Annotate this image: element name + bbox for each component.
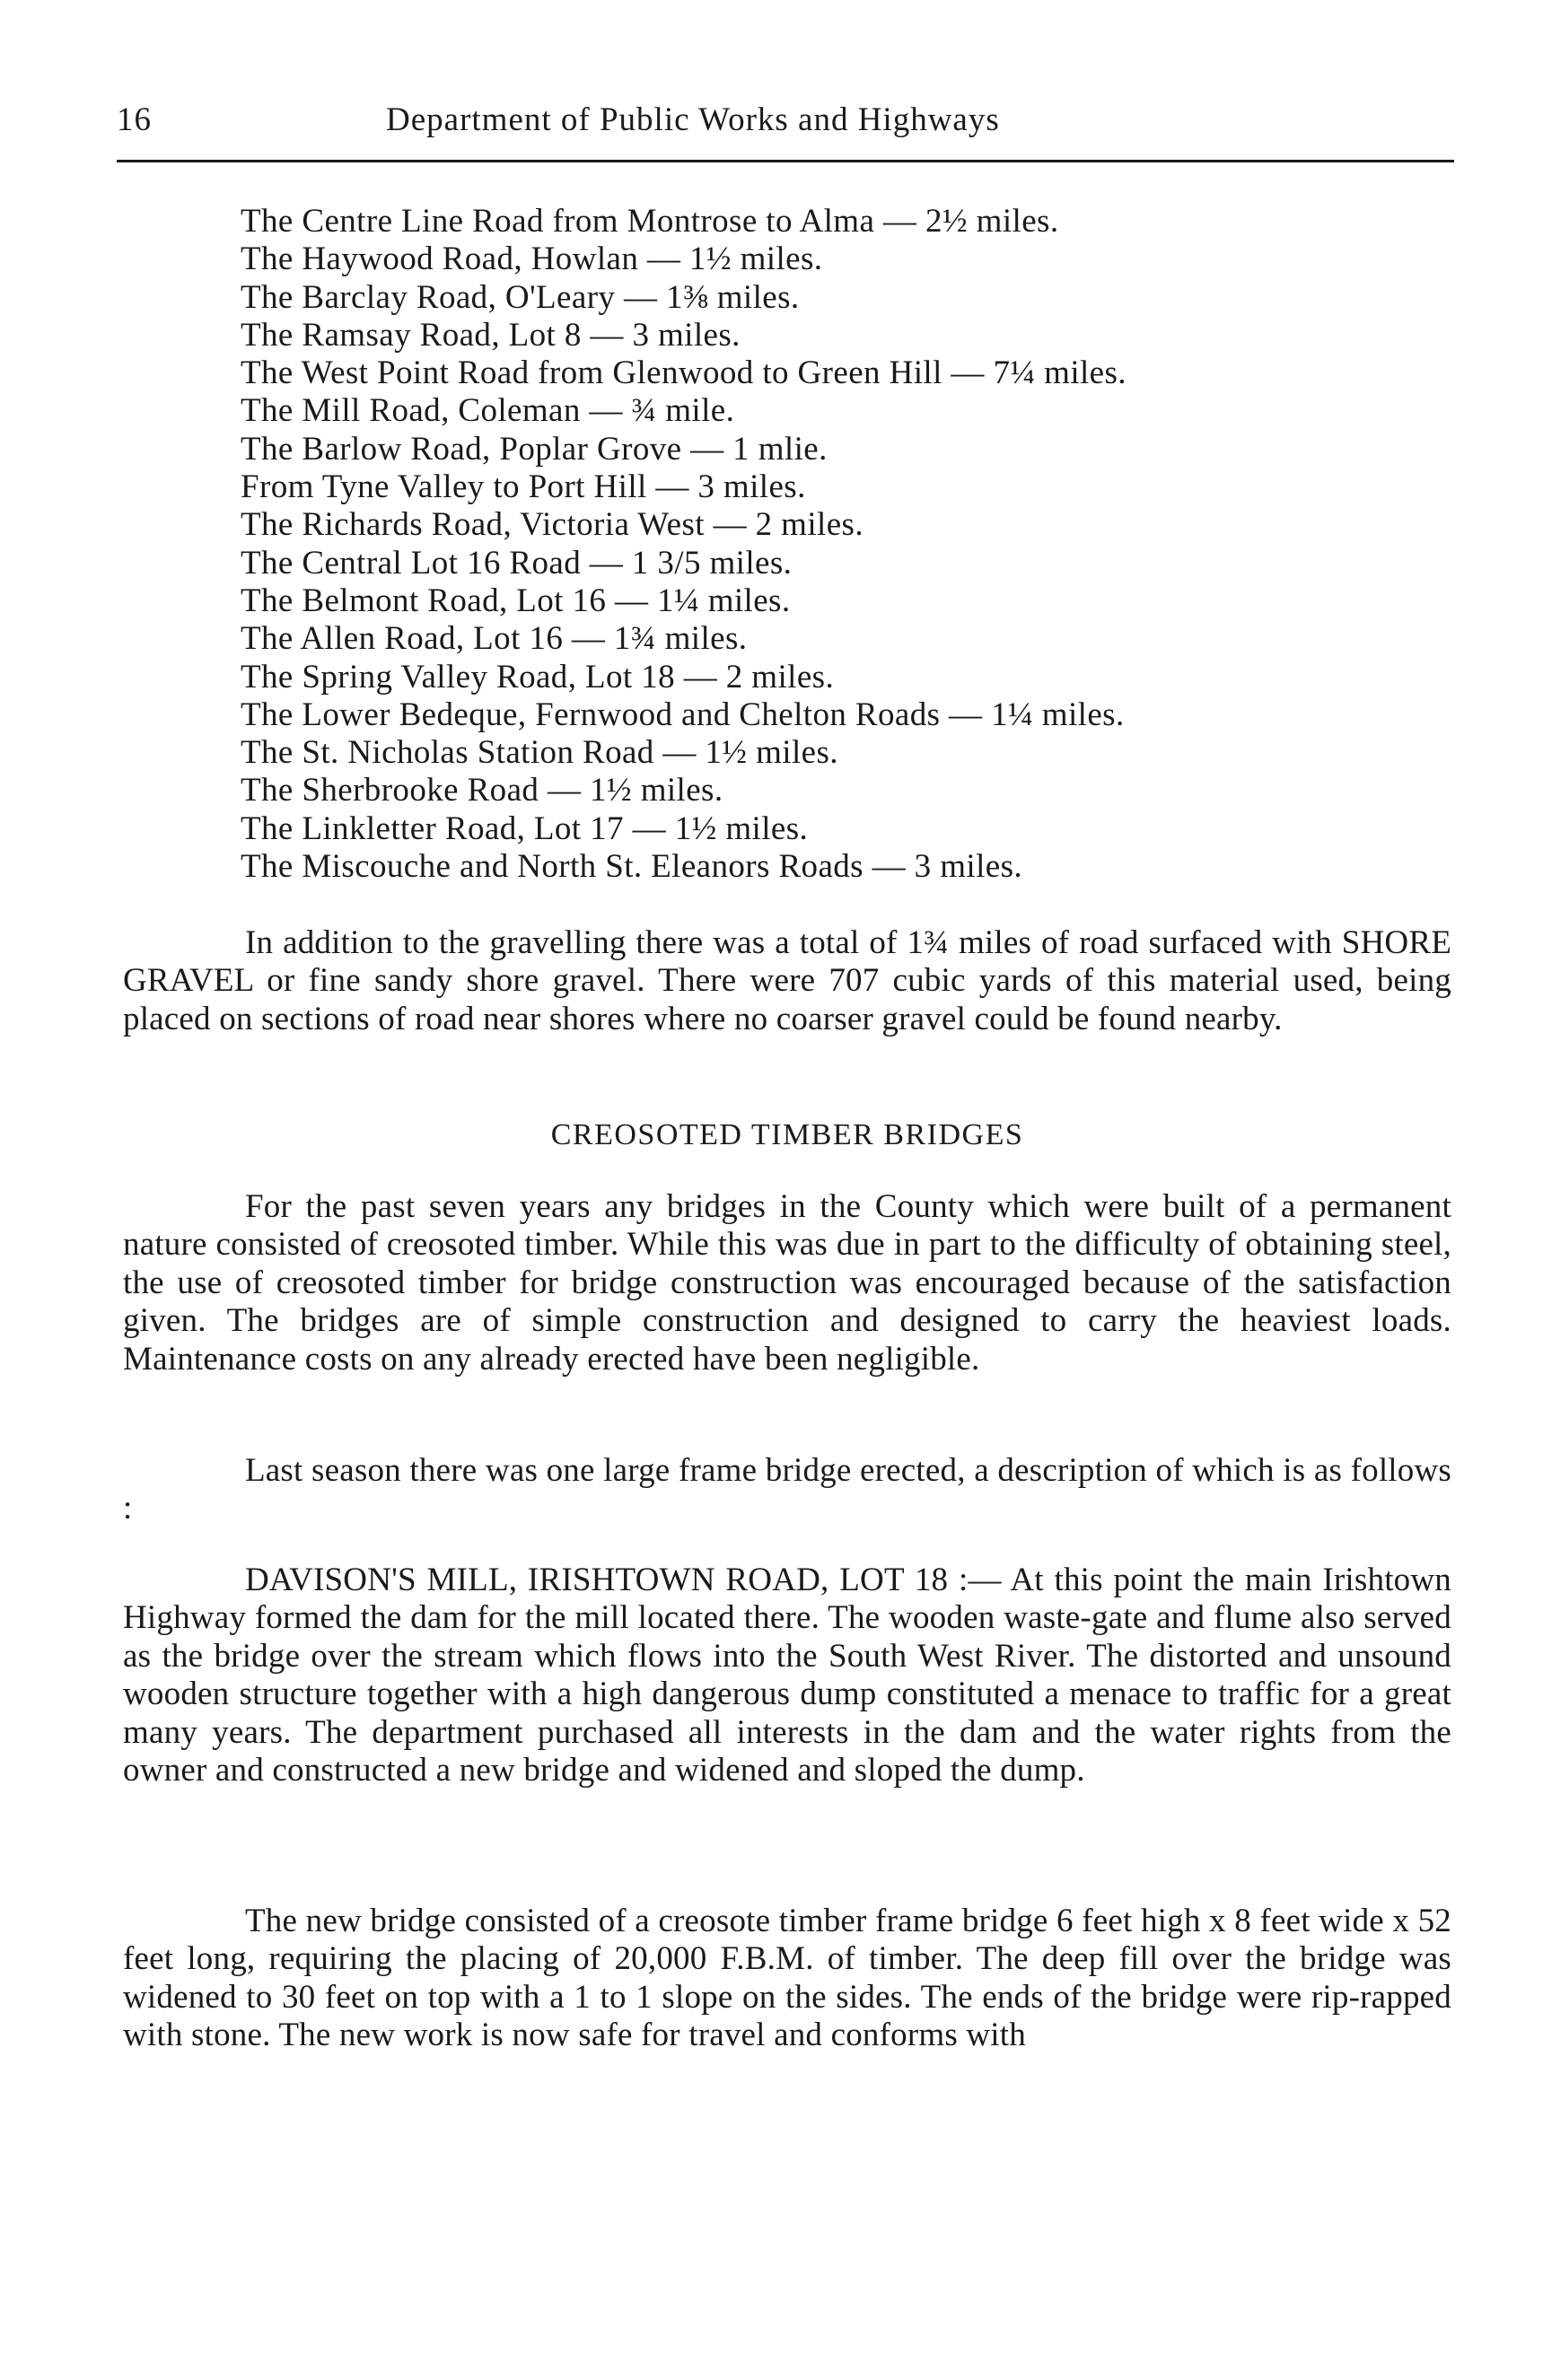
road-list-item: The Centre Line Road from Montrose to Alma — 2½ miles. bbox=[241, 203, 1059, 240]
road-list-item: The Sherbrooke Road — 1½ miles. bbox=[241, 772, 723, 809]
page-number: 16 bbox=[117, 101, 152, 138]
road-list-item: The St. Nicholas Station Road — 1½ miles. bbox=[241, 734, 838, 772]
road-list-item: The Haywood Road, Howlan — 1½ miles. bbox=[241, 241, 823, 278]
header-rule bbox=[117, 160, 1454, 162]
road-list-item: The Mill Road, Coleman — ¾ mile. bbox=[241, 392, 735, 430]
page-header bbox=[117, 101, 1454, 154]
road-list-item: From Tyne Valley to Port Hill — 3 miles. bbox=[241, 468, 806, 506]
davisons-mill-paragraph: DAVISON'S MILL, IRISHTOWN ROAD, LOT 18 :— At this point the main Irishtown Highway formed the dam for the mill located there. The wooden waste-gate and flume also served as the bridge over the stream which flows into the South West River. The distorted and unsound wooden structure together with a high dangerous dump constituted a menace to traffic for a great many years. The department purchased all interests in the dam and the water rights from the owner and constructed a new bridge and widened and sloped the dump. bbox=[123, 1562, 1451, 1789]
last-season-paragraph: Last season there was one large frame bridge erected, a description of which is as follows : bbox=[123, 1452, 1451, 1527]
road-list-item: The Allen Road, Lot 16 — 1¾ miles. bbox=[241, 620, 748, 658]
new-bridge-paragraph: The new bridge consisted of a creosote timber frame bridge 6 feet high x 8 feet wide x 52 feet long, requiring the placing of 20,000 F.B.M. of timber. The deep fill over the bridge was widened to 30 feet on top with a 1 to 1 slope on the sides. The ends of the bridge were rip-rapped with stone. The new work is now safe for travel and conforms with bbox=[123, 1903, 1451, 2054]
road-list-item: The Lower Bedeque, Fernwood and Chelton Roads — 1¼ miles. bbox=[241, 696, 1125, 733]
section-heading: CREOSOTED TIMBER BRIDGES bbox=[550, 1118, 1024, 1151]
creosoted-paragraph: For the past seven years any bridges in the County which were built of a permanent nature consisted of creosoted timber. While this was due in part to the difficulty of obtaining steel, the use of creosoted timber for bridge construction was encouraged because of the satisfaction given. The bridges are of simple construction and designed to carry the heaviest loads. Maintenance costs on any already erected have been negligible. bbox=[123, 1188, 1451, 1378]
road-list-item: The Richards Road, Victoria West — 2 miles. bbox=[241, 506, 864, 544]
road-list bbox=[241, 203, 1461, 886]
road-list-item: The Belmont Road, Lot 16 — 1¼ miles. bbox=[241, 582, 791, 619]
shore-gravel-paragraph: In addition to the gravelling there was a total of 1¾ miles of road surfaced with SHORE GRAVEL or fine sandy shore gravel. There were 707 cubic yards of this material used, being placed on sections of road near shores where no coarser gravel could be found nearby. bbox=[123, 924, 1451, 1037]
road-list-item: The Barclay Road, O'Leary — 1⅜ miles. bbox=[241, 278, 800, 316]
road-list-item: The Linkletter Road, Lot 17 — 1½ miles. bbox=[241, 809, 809, 847]
road-list-item: The Miscouche and North St. Eleanors Roads — 3 miles. bbox=[241, 848, 1023, 886]
road-list-item: The Spring Valley Road, Lot 18 — 2 miles. bbox=[241, 658, 835, 696]
road-list-item: The Ramsay Road, Lot 8 — 3 miles. bbox=[241, 316, 741, 354]
running-head: Department of Public Works and Highways bbox=[386, 101, 1000, 138]
road-list-item: The Barlow Road, Poplar Grove — 1 mlie. bbox=[241, 430, 828, 468]
road-list-item: The Central Lot 16 Road — 1 3/5 miles. bbox=[241, 544, 793, 582]
road-list-item: The West Point Road from Glenwood to Green Hill — 7¼ miles. bbox=[241, 354, 1127, 392]
